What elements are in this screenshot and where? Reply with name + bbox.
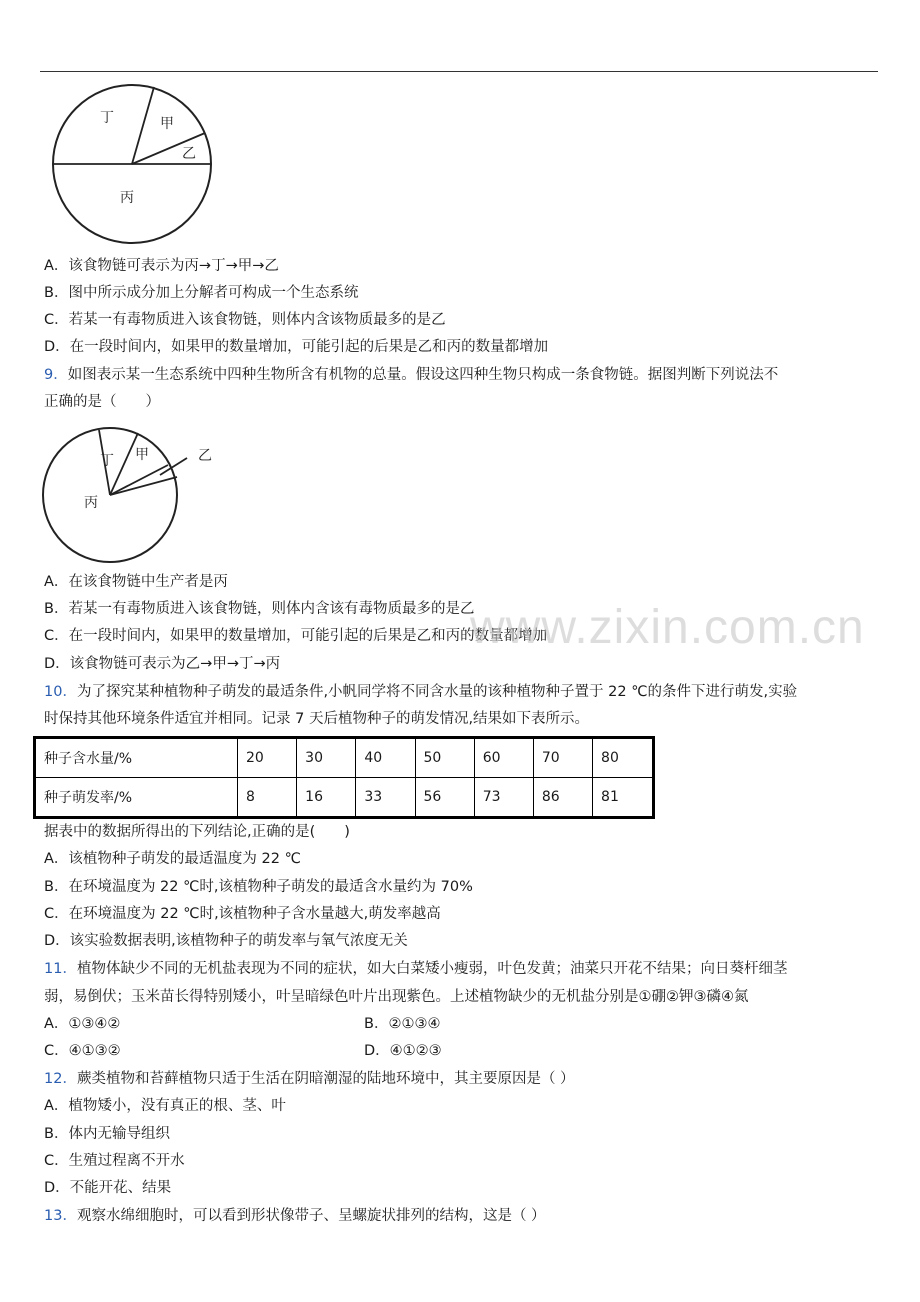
germination-table [33, 736, 655, 819]
q10-number: 10． [44, 684, 77, 700]
q11-option-d: D．④①②③ [364, 1043, 442, 1059]
table-row [35, 738, 654, 778]
q8-option-b: B．图中所示成分加上分解者可构成一个生态系统 [44, 285, 359, 301]
q10-stem-line2: 时保持其他环境条件适宜并相同。记录 7 天后植物种子的萌发情况,结果如下表所示。 [44, 711, 590, 727]
q9-option-b: B．若某一有毒物质进入该食物链，则体内含该有毒物质最多的是乙 [44, 601, 475, 617]
q9-number: 9． [44, 367, 68, 383]
fig1-label-yi: 乙 [182, 146, 196, 162]
table-cell: 80 [593, 738, 654, 778]
table-cell: 81 [593, 778, 654, 818]
q11-option-c: C．④①③② [44, 1043, 121, 1059]
table-cell: 8 [238, 778, 297, 818]
q12-option-d: D．不能开花、结果 [44, 1180, 172, 1196]
q9-stem-line1: 9．如图表示某一生态系统中四种生物所含有机物的总量。假设这四种生物只构成一条食物链。据图判断下列说法不 [44, 367, 779, 383]
q9-stem-line2: 正确的是（ ） [44, 394, 160, 410]
fig1-label-bing: 丙 [120, 190, 134, 206]
q10-option-c: C．在环境温度为 22 ℃时,该植物种子含水量越大,萌发率越高 [44, 906, 441, 922]
q8-option-a: A．该食物链可表示为丙→丁→甲→乙 [44, 258, 279, 274]
pie-figure-q8 [50, 82, 215, 247]
q11-option-a: A．①③④② [44, 1016, 121, 1032]
table-cell: 16 [297, 778, 356, 818]
q8-option-c: C．若某一有毒物质进入该食物链，则体内含该物质最多的是乙 [44, 312, 446, 328]
q10-stem-line1: 10．为了探究某种植物种子萌发的最适条件,小帆同学将不同含水量的该种植物种子置于 22 ℃的条件下进行萌发,实验 [44, 684, 798, 700]
q11-number: 11． [44, 961, 77, 977]
q12-option-b: B．体内无输导组织 [44, 1126, 170, 1142]
table-cell: 70 [533, 738, 592, 778]
top-rule [40, 71, 878, 72]
table-cell: 56 [415, 778, 474, 818]
table-cell: 30 [297, 738, 356, 778]
q12-number: 12． [44, 1071, 77, 1087]
q9-option-c: C．在一段时间内，如果甲的数量增加，可能引起的后果是乙和丙的数量都增加 [44, 628, 548, 644]
q8-option-d: D．在一段时间内，如果甲的数量增加，可能引起的后果是乙和丙的数量都增加 [44, 339, 549, 355]
q9-option-a: A．在该食物链中生产者是丙 [44, 574, 228, 590]
table-cell: 50 [415, 738, 474, 778]
fig1-label-jia: 甲 [160, 116, 174, 132]
table-cell: 33 [356, 778, 415, 818]
table-cell: 86 [533, 778, 592, 818]
table-cell: 60 [474, 738, 533, 778]
table-row-header: 种子含水量/% [35, 738, 238, 778]
table-row-header: 种子萌发率/% [35, 778, 238, 818]
q10-option-d: D．该实验数据表明,该植物种子的萌发率与氧气浓度无关 [44, 933, 408, 949]
q11-stem-line1: 11．植物体缺少不同的无机盐表现为不同的症状，如大白菜矮小瘦弱，叶色发黄；油菜只开花不结果；向日葵杆细茎 [44, 961, 788, 977]
table-cell: 20 [238, 738, 297, 778]
fig2-label-yi: 乙 [198, 448, 212, 464]
q12-option-c: C．生殖过程离不开水 [44, 1153, 185, 1169]
q10-option-a: A．该植物种子萌发的最适温度为 22 ℃ [44, 851, 301, 867]
q9-option-d: D．该食物链可表示为乙→甲→丁→丙 [44, 656, 281, 672]
q12-stem: 12．蕨类植物和苔藓植物只适于生活在阴暗潮湿的陆地环境中，其主要原因是（ ） [44, 1071, 575, 1087]
fig1-label-ding: 丁 [100, 110, 114, 126]
q13-stem: 13．观察水绵细胞时，可以看到形状像带子、呈螺旋状排列的结构，这是（ ） [44, 1208, 546, 1224]
fig2-label-jia: 甲 [135, 447, 149, 463]
table-row [35, 778, 654, 818]
q10-question: 据表中的数据所得出的下列结论,正确的是( ) [44, 824, 350, 840]
q10-option-b: B．在环境温度为 22 ℃时,该植物种子萌发的最适含水量约为 70% [44, 879, 473, 895]
table-cell: 40 [356, 738, 415, 778]
q11-stem-line2: 弱，易倒伏；玉米苗长得特别矮小，叶呈暗绿色叶片出现紫色。上述植物缺少的无机盐分别是①硼②钾③磷④氮 [44, 989, 749, 1005]
q13-number: 13． [44, 1208, 77, 1224]
q11-option-b: B．②①③④ [364, 1016, 441, 1032]
q12-option-a: A．植物矮小，没有真正的根、茎、叶 [44, 1098, 286, 1114]
table-cell: 73 [474, 778, 533, 818]
fig2-label-bing: 丙 [84, 495, 98, 511]
pie-figure-q9 [40, 425, 220, 570]
watermark: www.zixin.com.cn [470, 601, 865, 654]
fig2-label-ding: 丁 [100, 453, 114, 469]
